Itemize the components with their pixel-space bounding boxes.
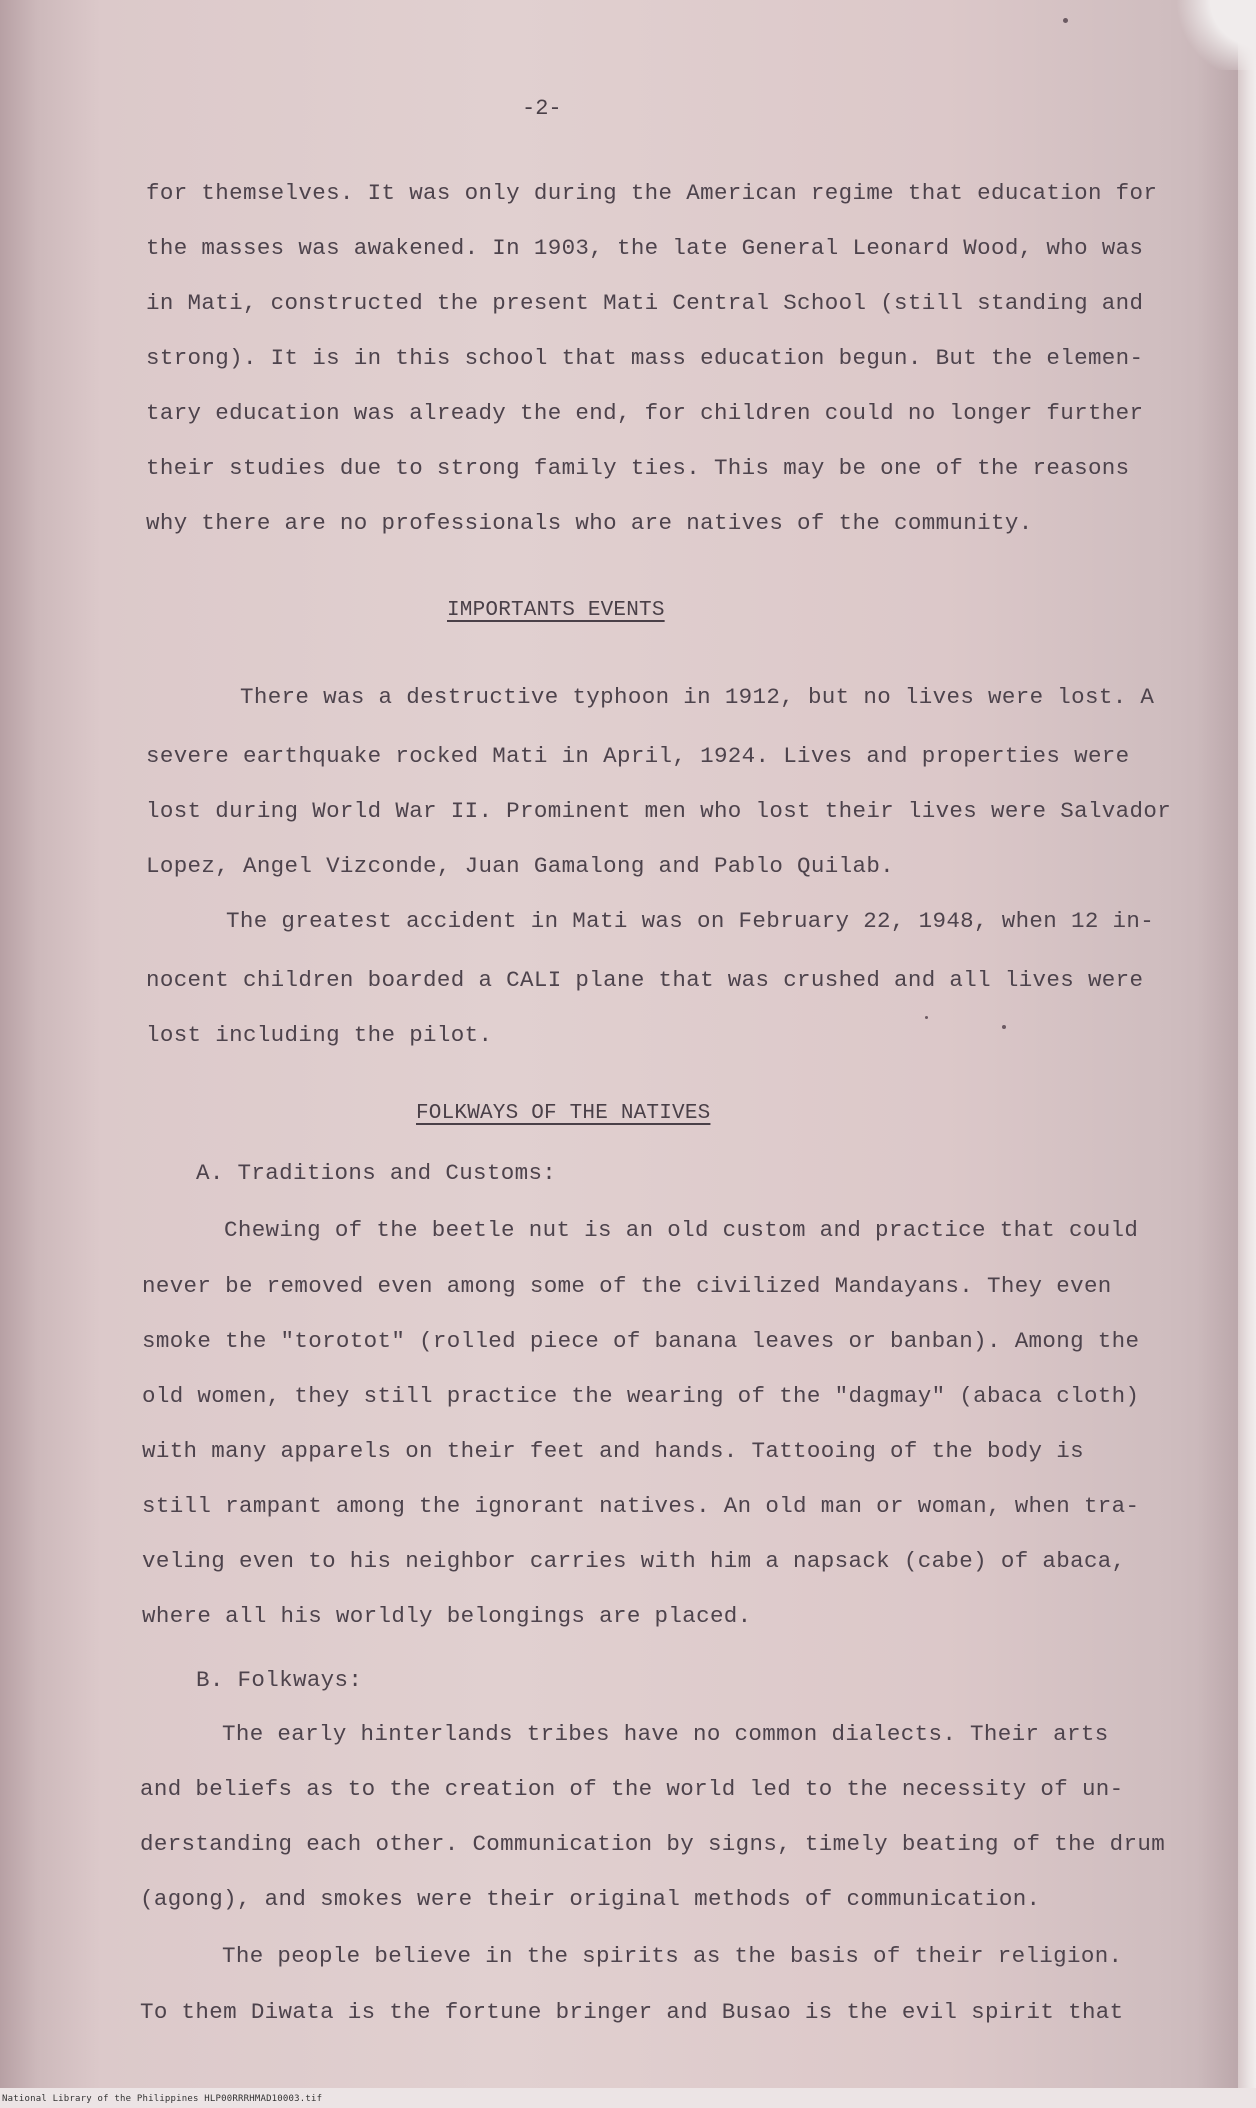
text-line: and beliefs as to the creation of the world led to the necessity of un-: [140, 1776, 1124, 1802]
speck: [925, 1016, 928, 1019]
text-line: There was a destructive typhoon in 1912, but no lives were lost. A: [240, 684, 1155, 710]
text-line: in Mati, constructed the present Mati Central School (still standing and: [146, 290, 1144, 316]
text-line: smoke the "torotot" (rolled piece of banana leaves or banban). Among the: [142, 1328, 1140, 1354]
text-line: nocent children boarded a CALI plane that was crushed and all lives were: [146, 967, 1144, 993]
text-line: with many apparels on their feet and hands. Tattooing of the body is: [142, 1438, 1084, 1464]
text-line: veling even to his neighbor carries with him a napsack (cabe) of abaca,: [142, 1548, 1126, 1574]
text-line: never be removed even among some of the civilized Mandayans. They even: [142, 1273, 1112, 1299]
text-line: lost during World War II. Prominent men who lost their lives were Salvador: [146, 798, 1172, 824]
text-line: The people believe in the spirits as the basis of their religion.: [222, 1943, 1123, 1969]
text-line: severe earthquake rocked Mati in April, 1924. Lives and properties were: [146, 743, 1130, 769]
speck: [1063, 18, 1068, 23]
paper-shadow: [1198, 0, 1238, 2108]
subheading-folkways: B. Folkways:: [196, 1667, 363, 1693]
text-line: Chewing of the beetle nut is an old custom and practice that could: [224, 1217, 1139, 1243]
heading-important-events: IMPORTANTS EVENTS: [447, 599, 665, 622]
archive-footer: National Library of the Philippines HLP00RRRHMAD10003.tif: [2, 2094, 323, 2104]
speck: [1002, 1025, 1006, 1029]
text-line: why there are no professionals who are natives of the community.: [146, 510, 1033, 536]
text-line: (agong), and smokes were their original methods of communication.: [140, 1886, 1041, 1912]
text-line: derstanding each other. Communication by signs, timely beating of the drum: [140, 1831, 1166, 1857]
subheading-traditions: A. Traditions and Customs:: [196, 1160, 557, 1186]
text-line: lost including the pilot.: [146, 1022, 493, 1048]
text-line: their studies due to strong family ties. This may be one of the reasons: [146, 455, 1130, 481]
text-line: tary education was already the end, for children could no longer further: [146, 400, 1144, 426]
text-line: Lopez, Angel Vizconde, Juan Gamalong and Pablo Quilab.: [146, 853, 895, 879]
heading-folkways: FOLKWAYS OF THE NATIVES: [416, 1102, 711, 1125]
text-line: where all his worldly belongings are placed.: [142, 1603, 752, 1629]
page-corner: [1166, 0, 1256, 70]
text-line: The early hinterlands tribes have no common dialects. Their arts: [222, 1721, 1109, 1747]
text-line: To them Diwata is the fortune bringer and Busao is the evil spirit that: [140, 1999, 1124, 2025]
text-line: The greatest accident in Mati was on February 22, 1948, when 12 in-: [226, 908, 1155, 934]
text-line: the masses was awakened. In 1903, the late General Leonard Wood, who was: [146, 235, 1144, 261]
page-edge: [1238, 0, 1256, 2108]
text-line: strong). It is in this school that mass education begun. But the elemen-: [146, 345, 1144, 371]
page-number: -2-: [522, 96, 562, 121]
text-line: still rampant among the ignorant natives. An old man or woman, when tra-: [142, 1493, 1140, 1519]
text-line: old women, they still practice the wearing of the "dagmay" (abaca cloth): [142, 1383, 1140, 1409]
text-line: for themselves. It was only during the American regime that education for: [146, 180, 1158, 206]
